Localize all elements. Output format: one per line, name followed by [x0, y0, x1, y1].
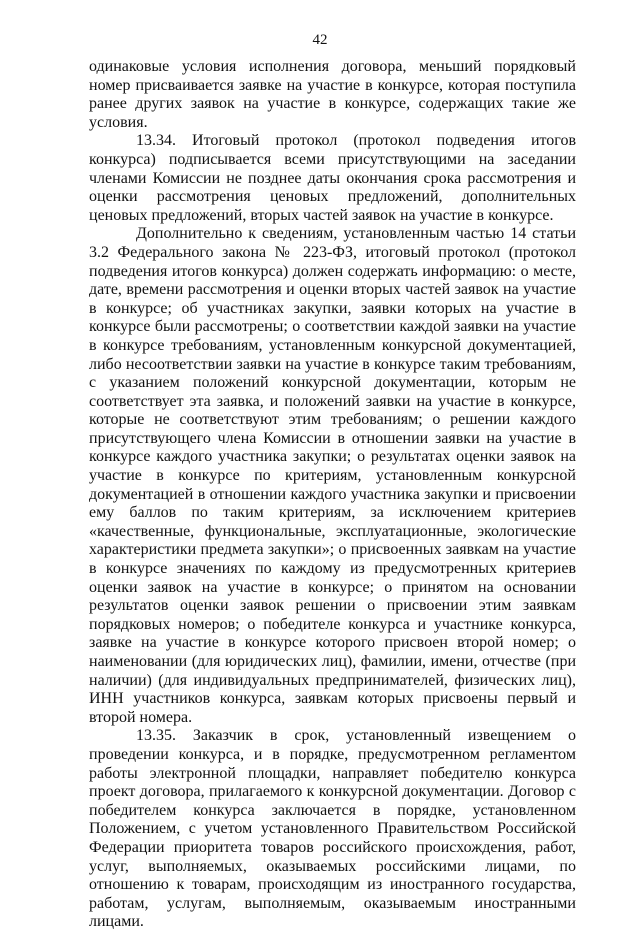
- document-body: [89, 58, 576, 932]
- page-number: 42: [312, 32, 328, 48]
- paragraph-13-34: 13.34. Итоговый протокол (протокол подведения итогов конкурса) подписывается всеми присутствующими на заседании членами Комиссии не позднее даты окончания срока рассмотрения и оценки рассмотрения ценовых предложений, дополнительных ценовых предложений, вторых частей заявок на участие в конкурсе.: [89, 132, 576, 224]
- paragraph-13-35: 13.35. Заказчик в срок, установленный извещением о проведении конкурса, и в порядке, предусмотренном регламентом работы электронной площадки, направляет победителю конкурса проект договора, прилагаемого к конкурсной документации. Договор с победителем конкурса заключается в порядке, установленном Положением, с учетом установленного Правительством Российской Федерации приоритета товаров российского происхождения, работ, услуг, выполняемых, оказываемых российскими лицами, по отношению к товарам, происходящим из иностранного государства, работам, услугам, выполняемым, оказываемым иностранными лицами.: [89, 727, 576, 931]
- paragraph-continuation: одинаковые условия исполнения договора, меньший порядковый номер присваивается заявке на участие в конкурсе, которая поступила ранее других заявок на участие в конкурсе, содержащих такие же условия.: [89, 58, 576, 131]
- paragraph-additional-info: Дополнительно к сведениям, установленным частью 14 статьи 3.2 Федерального закона № 223-ФЗ, итоговый протокол (протокол подведения итогов конкурса) должен содержать информацию: о месте, дате, времени рассмотрения и оценки вторых частей заявок на участие в конкурсе; об участниках закупки, заявки которых на участие в конкурсе были рассмотрены; о соответствии каждой заявки на участие в конкурсе требованиям, установленным конкурсной документацией, либо несоответствии заявки на участие в конкурсе таким требованиям, с указанием положений конкурсной документации, которым не соответствует эта заявка, и положений заявки на участие в конкурсе, которые не соответствуют этим требованиям; о решении каждого присутствующего члена Комиссии в отношении заявки на участие в конкурсе каждого участника закупки; о результатах оценки заявок на участие в конкурсе по критериям, установленным конкурсной документацией в отношении каждого участника закупки и присвоении ему баллов по таким критериям, за исключением критериев «качественные, функциональные, эксплуатационные, экологические характеристики предмета закупки»; о присвоенных заявкам на участие в конкурсе значениях по каждому из предусмотренных критериев оценки заявок на участие в конкурсе; о принятом на основании результатов оценки заявок решении о присвоении этим заявкам порядковых номеров; о победителе конкурса и участнике конкурса, заявке на участие в конкурсе которого присвоен второй номер; о наименовании (для юридических лиц), фамилии, имени, отчестве (при наличии) (для индивидуальных предпринимателей, физических лиц), ИНН участников конкурса, заявкам которых присвоены первый и второй номера.: [89, 225, 576, 726]
